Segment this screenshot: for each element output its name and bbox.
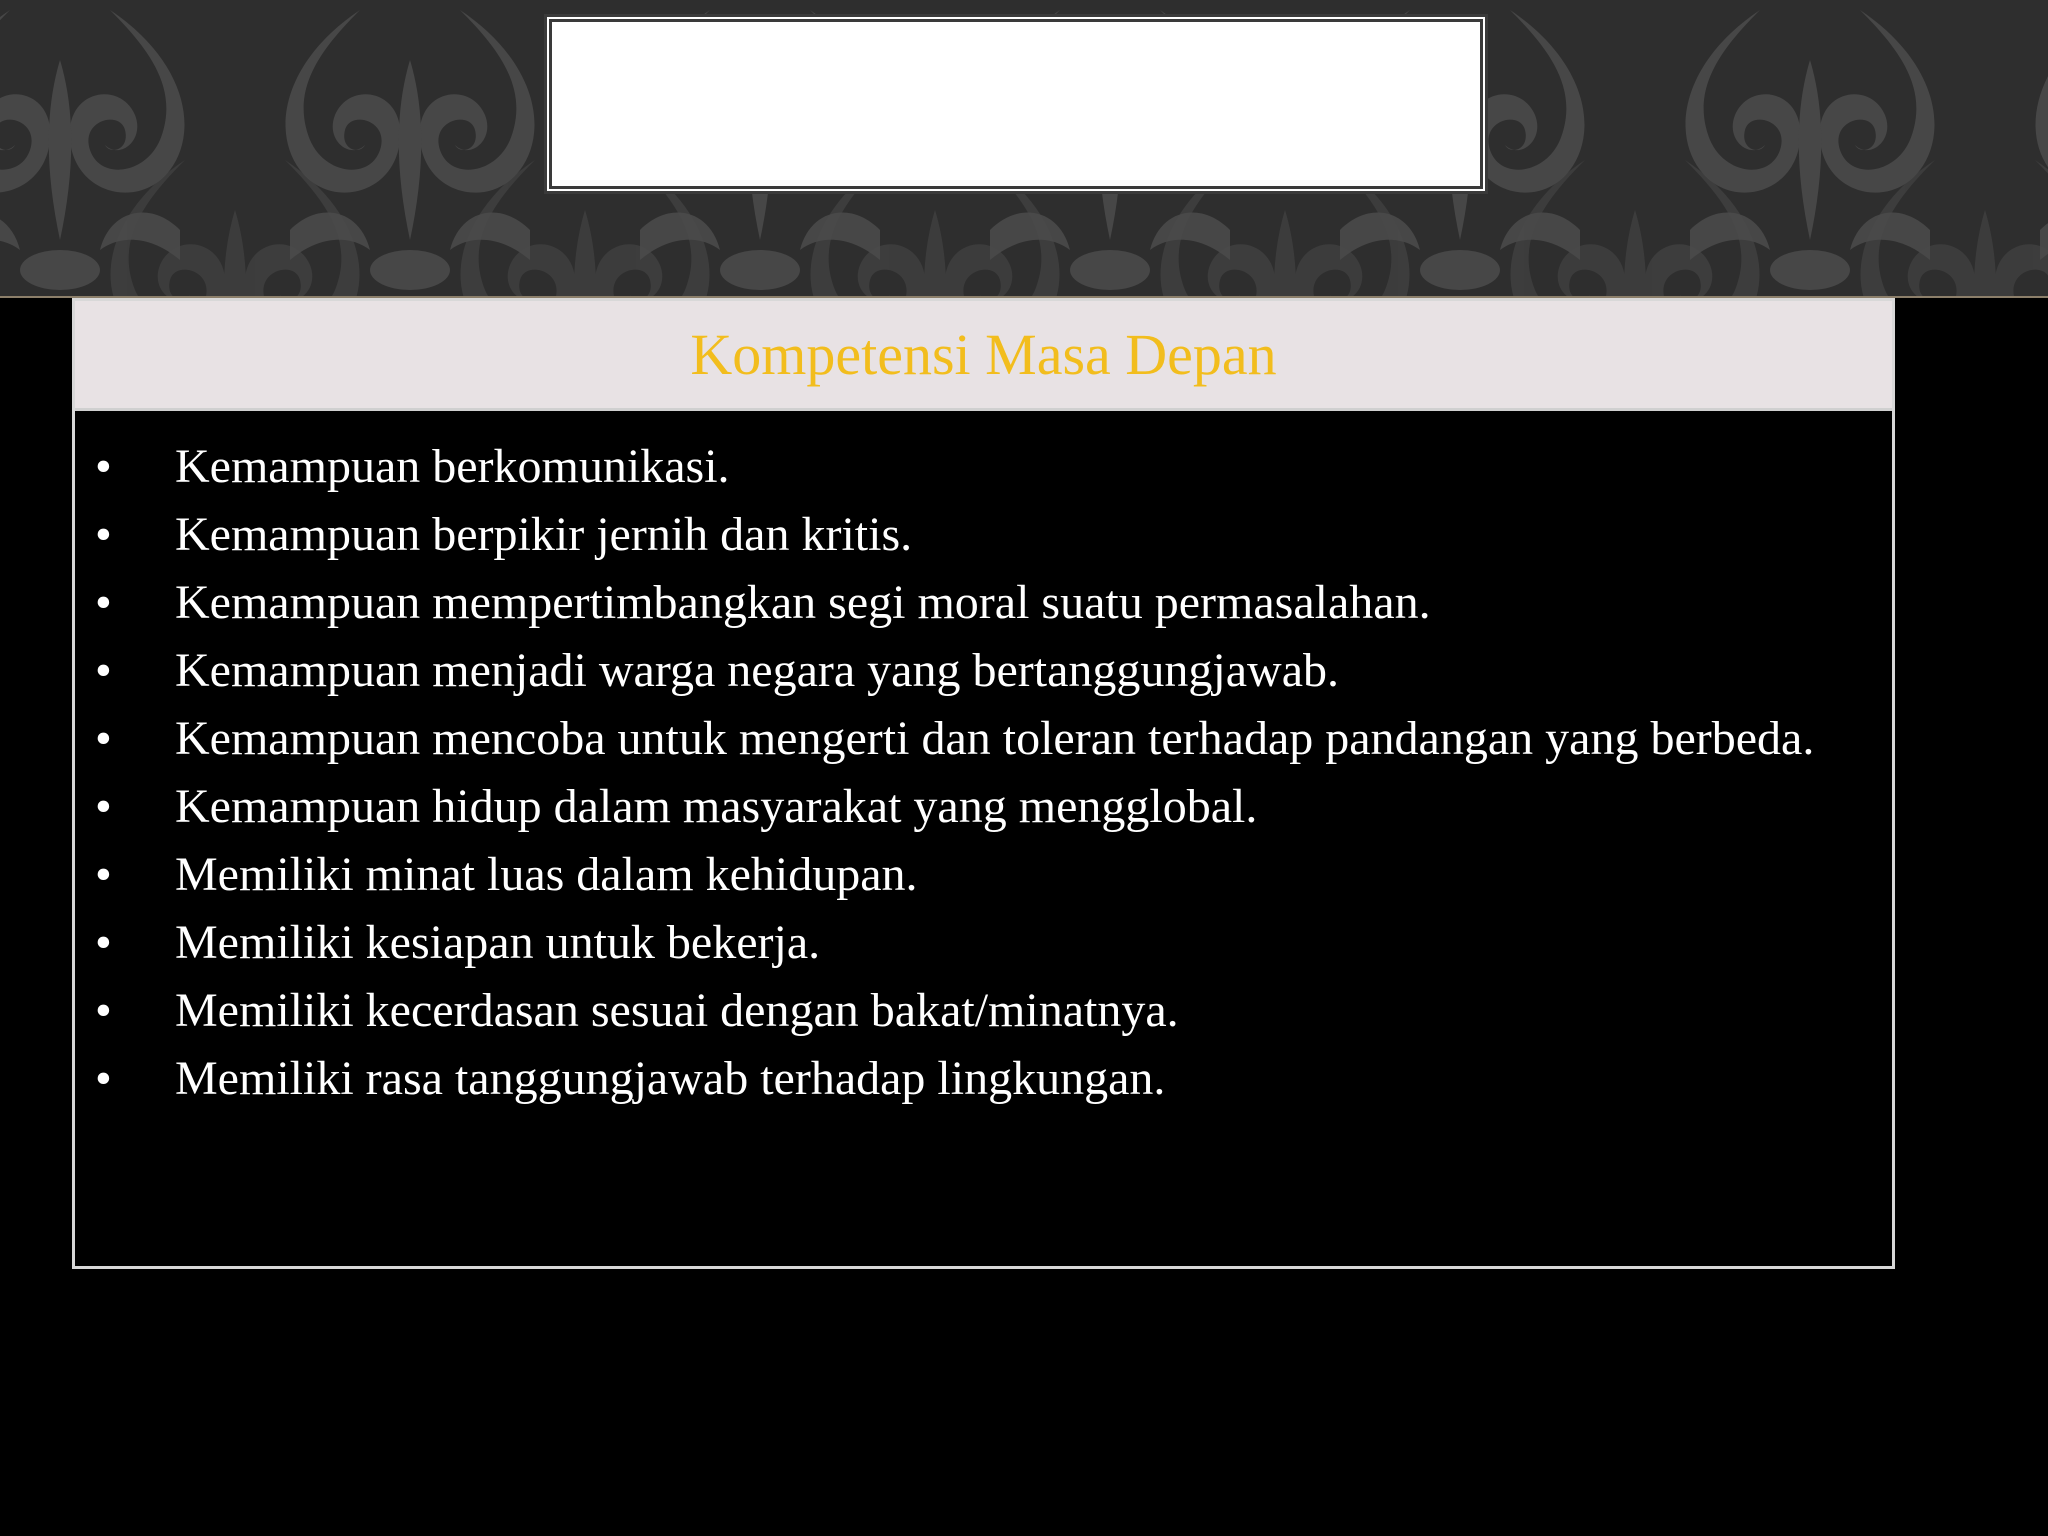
list-item — [75, 909, 1872, 977]
list-item-text: Kemampuan menjadi warga negara yang bertanggungjawab. — [175, 644, 1339, 697]
list-item — [75, 773, 1872, 841]
list-item — [75, 637, 1872, 705]
table-header-text: Kompetensi Masa Depan — [690, 322, 1277, 387]
list-item-text: Kemampuan hidup dalam masyarakat yang mengglobal. — [175, 780, 1258, 833]
competency-list — [75, 411, 1892, 1113]
list-item-text: Kemampuan berkomunikasi. — [175, 440, 730, 493]
list-item-text: Memiliki minat luas dalam kehidupan. — [175, 848, 918, 901]
list-item-text: Kemampuan berpikir jernih dan kritis. — [175, 508, 913, 561]
list-item — [75, 433, 1872, 501]
bullet-icon: • — [95, 916, 112, 969]
bullet-icon: • — [95, 576, 112, 629]
bullet-icon: • — [95, 644, 112, 697]
bullet-icon: • — [95, 984, 112, 1037]
list-item — [75, 1045, 1872, 1113]
bullet-icon: • — [95, 780, 112, 833]
bullet-icon: • — [95, 440, 112, 493]
table-header — [75, 301, 1892, 411]
bullet-icon: • — [95, 1052, 112, 1105]
list-item — [75, 705, 1872, 773]
list-item-text: Memiliki kecerdasan sesuai dengan bakat/minatnya. — [175, 984, 1179, 1037]
list-item-text: Memiliki kesiapan untuk bekerja. — [175, 916, 821, 969]
competency-table — [72, 298, 1895, 1269]
list-item-text: Memiliki rasa tanggungjawab terhadap lingkungan. — [175, 1052, 1166, 1105]
slide-title-box[interactable] — [549, 19, 1483, 189]
list-item-text: Kemampuan mencoba untuk mengerti dan toleran terhadap pandangan yang berbeda. — [175, 712, 1815, 765]
bullet-icon: • — [95, 848, 112, 901]
list-item — [75, 841, 1872, 909]
list-item-text: Kemampuan mempertimbangkan segi moral suatu permasalahan. — [175, 576, 1431, 629]
list-item — [75, 977, 1872, 1045]
damask-banner — [0, 0, 2048, 298]
list-item — [75, 501, 1872, 569]
bullet-icon: • — [95, 508, 112, 561]
list-item — [75, 569, 1872, 637]
bullet-icon: • — [95, 712, 112, 765]
